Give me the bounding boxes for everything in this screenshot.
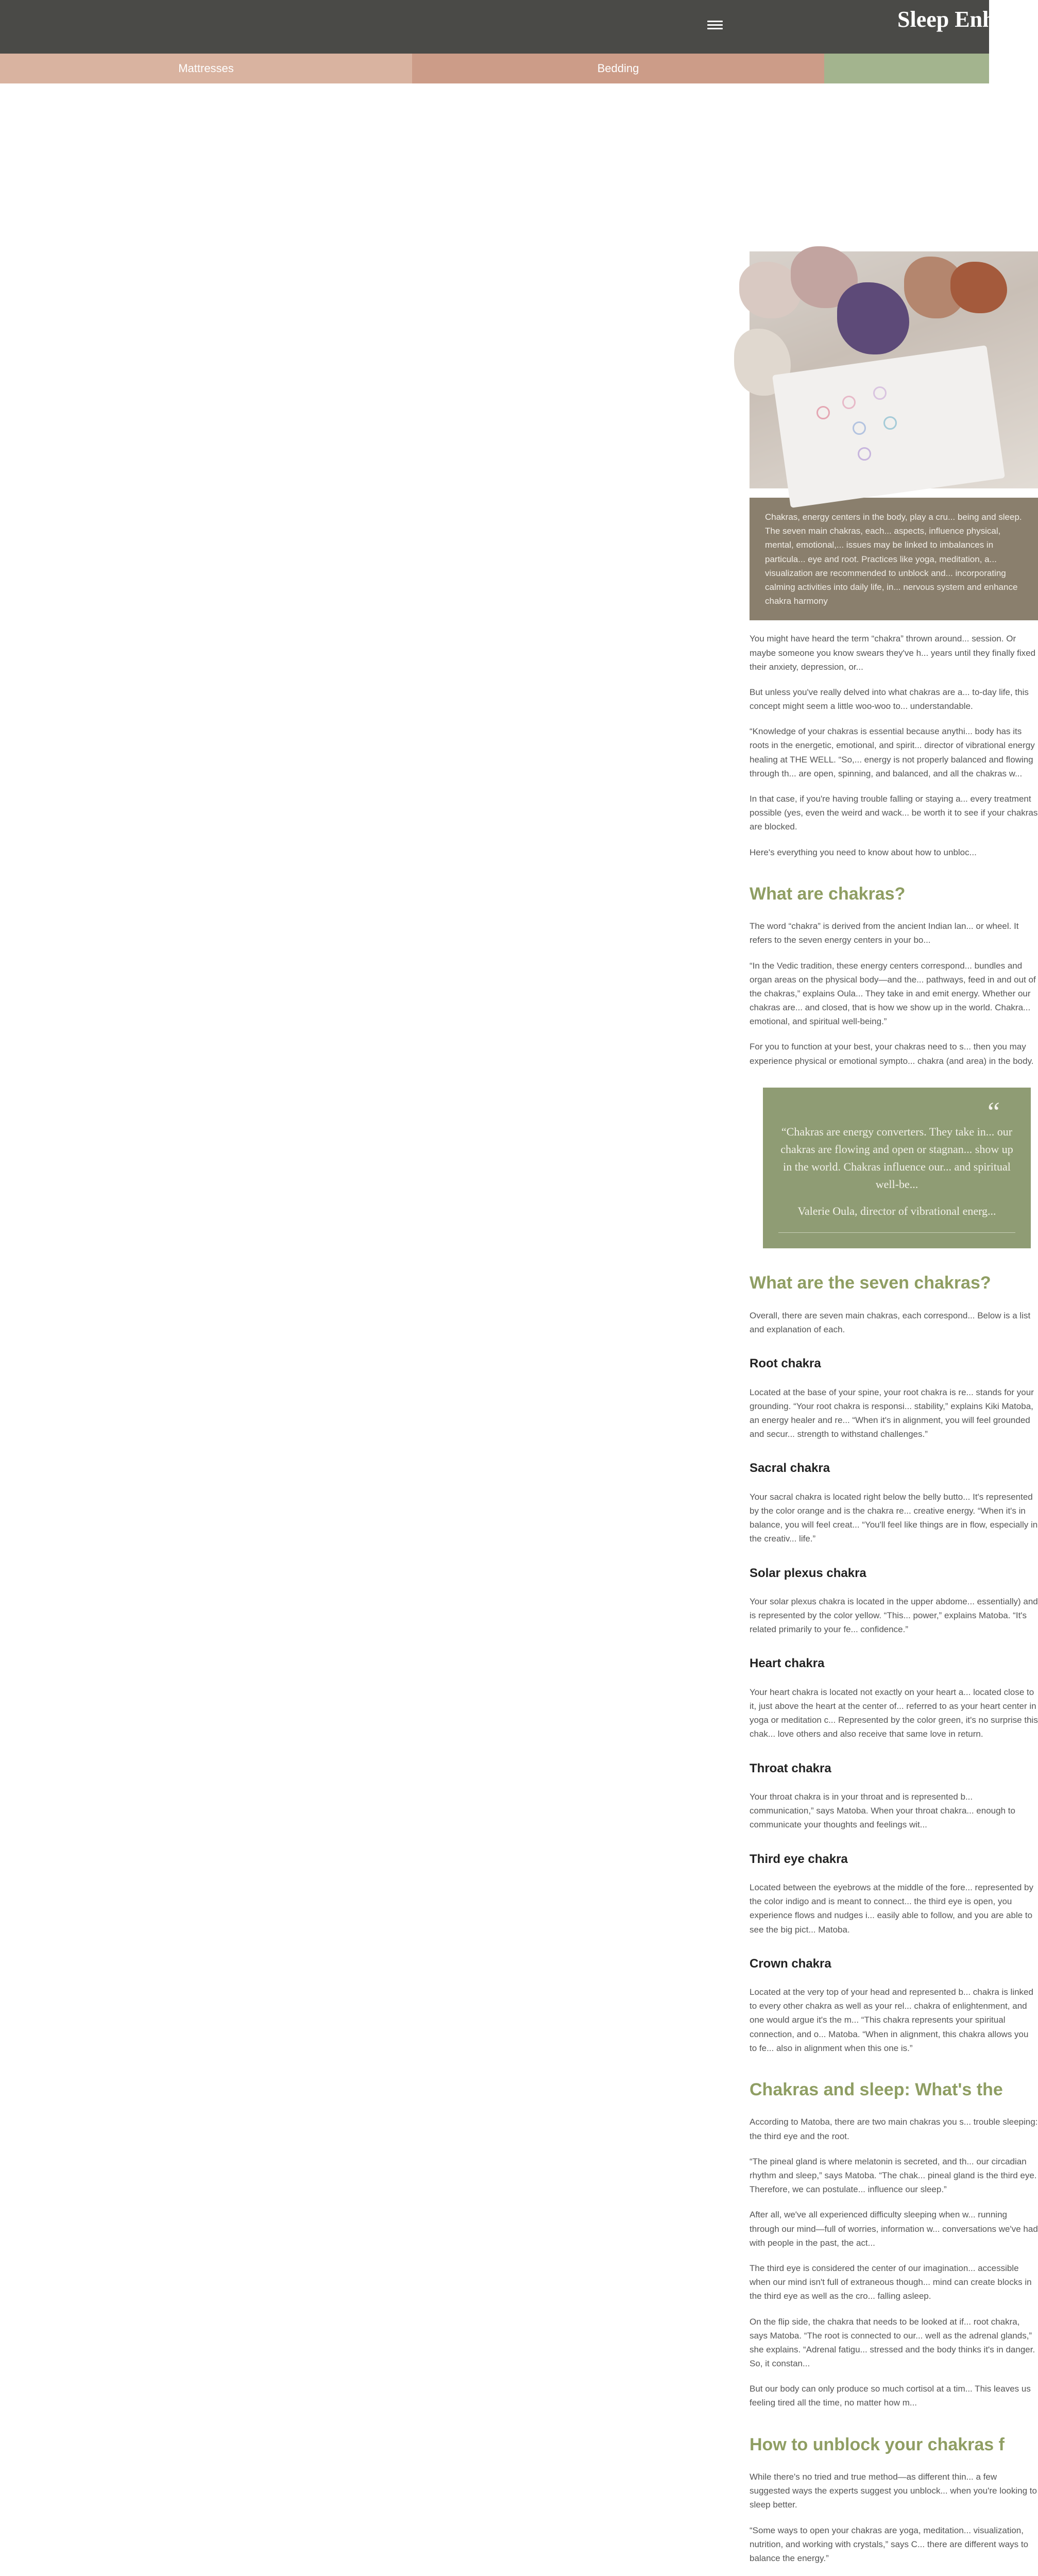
intro-paragraph: “Knowledge of your chakras is essential because anythi... body has its roots in the energetic, emotional, and spirit... director of vibrational energy healing at THE WELL. “So,... energy is not properly balanced and flowing through th... are open, spinning, and balanced, and all the chakras w... (750, 726, 1035, 778)
subheading-root-chakra: Root chakra (750, 1357, 821, 1371)
paragraph: While there's no tried and true method—as different thin... a few suggested ways the experts suggest you unblock... when you're looking to sleep better. (750, 2472, 1037, 2510)
paragraph: For you to function at your best, your chakras need to s... then you may experience physical or emotional sympto... chakra (and area) in the body. (750, 1042, 1034, 1066)
subheading-third-eye-chakra: Third eye chakra (750, 1852, 848, 1866)
paragraph: Your heart chakra is located not exactly on your heart a... located close to it, just above the heart at the center of... referred to as your heart center in yoga or meditation c... Represented by the color green, it's no surprise this chak... love others and also receive that same love in return. (750, 1687, 1038, 1739)
pull-quote (763, 1088, 1031, 1249)
quote-mark-icon: “ (988, 1096, 1000, 1127)
paragraph: Located at the base of your spine, your root chakra is re... stands for your grounding. “Your root chakra is responsi... stability,” explains Kiki Matoba, an energy healer and re... “When it's in alignment, you will feel grounded and secur... strength to withstand challenges.” (750, 1387, 1034, 1439)
paragraph: Your solar plexus chakra is located in the upper abdome... essentially) and is represented by the color yellow. “This... power,” explains Matoba. “It's related primarily to your fe... confidence.” (750, 1596, 1038, 1635)
paragraph: On the flip side, the chakra that needs to be looked at if... root chakra, says Matoba. “The root is connected to our... well as the adrenal glands,” she explains. “Adrenal fatigu... stressed and the body thinks it's in danger. So, it constan... (750, 2316, 1035, 2369)
category-tab-bedding[interactable]: Bedding (412, 54, 824, 83)
quote-text: “Chakras are energy converters. They take in... our chakras are flowing and open or stagnan... show up in the world. Chakras influence our... and spiritual well-be... (780, 1125, 1013, 1191)
paragraph: After all, we've all experienced difficulty sleeping when w... running through our mind—full of worries, information w... conversations we've had with people in the past, the act... (750, 2210, 1038, 2248)
subheading-crown-chakra: Crown chakra (750, 1956, 831, 1971)
paragraph: Your throat chakra is in your throat and is represented b... communication,” says Matoba. When your throat chakra... enough to communicate your thoughts and feelings wit... (750, 1792, 1015, 1830)
subheading-solar-plexus-chakra: Solar plexus chakra (750, 1566, 866, 1580)
article-body (750, 632, 1038, 2576)
top-bar (0, 0, 995, 54)
category-tab-mattresses[interactable]: Mattresses (0, 54, 412, 83)
intro-paragraph: But unless you've really delved into what chakras are a... to-day life, this concept might seem a little woo-woo to... understandable. (750, 687, 1029, 711)
intro-paragraph: Here's everything you need to know about how to unbloc... (750, 847, 977, 857)
subheading-heart-chakra: Heart chakra (750, 1656, 825, 1671)
hero-image (750, 251, 1038, 488)
paragraph: “The pineal gland is where melatonin is secreted, and th... our circadian rhythm and sleep,” says Matoba. “The chak... pineal gland is the third eye. Therefore, we can postulate... influence our sleep.” (750, 2156, 1037, 2195)
subheading-throat-chakra: Throat chakra (750, 1761, 831, 1775)
paragraph: According to Matoba, there are two main chakras you s... trouble sleeping: the third eye and the root. (750, 2117, 1038, 2141)
paragraph: Located between the eyebrows at the middle of the fore... represented by the color indigo and is meant to connect... the third eye is open, you experience flows and nudges i... easily able to follow, and you are able to see the big pict... Matoba. (750, 1882, 1033, 1935)
paragraph: Located at the very top of your head and represented b... chakra is linked to every other chakra as well as your rel... chakra of enlightenment, and one would argue it's the m... “This chakra represents your spiritual connection, and o... Matoba. “When in alignment, this chakra allows you to fe... also in alignment when this one is.” (750, 1987, 1033, 2053)
article (750, 251, 1038, 2576)
site-logo[interactable]: Sleep Enh (897, 7, 995, 32)
paragraph: “Some ways to open your chakras are yoga, meditation... visualization, nutrition, and working with crystals,” says C... there are different ways to balance the energy.” (750, 2525, 1029, 2563)
paragraph: The word “chakra” is derived from the ancient Indian lan... or wheel. It refers to the seven energy centers in your bo... (750, 921, 1019, 945)
quote-attribution: Valerie Oula, director of vibrational energ... (797, 1205, 996, 1218)
category-nav (0, 54, 989, 83)
paragraph: Your sacral chakra is located right below the belly butto... It's represented by the color orange and is the chakra re... creative energy. “When it's in balance, you will feel creat... “You'll feel like things are in flow, especially in the creativ... life.” (750, 1492, 1038, 1544)
section-heading-what-are-chakras: What are chakras? (750, 884, 906, 904)
category-tab-more[interactable] (824, 54, 989, 83)
section-heading-seven-chakras: What are the seven chakras? (750, 1273, 991, 1293)
summary-box: Chakras, energy centers in the body, play a cru... being and sleep. The seven main chakras, each... aspects, influence physical, mental, emotional,... issues may be linked to imbalances in particula... eye and root. Practices like yoga, meditation, a... visualization are recommended to unblock and... incorporating calming activities into daily life, in... nervous system and enhance chakra harmony (750, 498, 1038, 620)
section-heading-unblock-chakras: How to unblock your chakras f (750, 2434, 1005, 2454)
subheading-sacral-chakra: Sacral chakra (750, 1461, 830, 1476)
hamburger-menu-icon[interactable] (707, 19, 723, 34)
paragraph: The third eye is considered the center of our imagination... accessible when our mind isn't full of extraneous though... mind can create blocks in the third eye as well as the cro... falling asleep. (750, 2263, 1032, 2301)
paragraph: “In the Vedic tradition, these energy centers correspond... bundles and organ areas on the physical body—and the... pathways, feed in and out of the chakras,” explains Oula... They take in and emit energy. Whether our chakras are... and closed, that is how we show up in the world. Chakra... emotional, and spiritual well-being.” (750, 960, 1036, 1027)
intro-paragraph: In that case, if you're having trouble falling or staying a... every treatment possible (yes, even the weird and wack... be worth it to see if your chakras are blocked. (750, 794, 1038, 832)
intro-paragraph: You might have heard the term “chakra” thrown around... session. Or maybe someone you know swears they've h... years until they finally fixed their anxiety, depression, or... (750, 634, 1036, 672)
paragraph: But our body can only produce so much cortisol at a tim... This leaves us feeling tired all the time, no matter how m... (750, 2384, 1031, 2408)
section-heading-chakras-and-sleep: Chakras and sleep: What's the (750, 2080, 1003, 2100)
paragraph: Overall, there are seven main chakras, each correspond... Below is a list and explanation of each. (750, 1310, 1031, 1335)
